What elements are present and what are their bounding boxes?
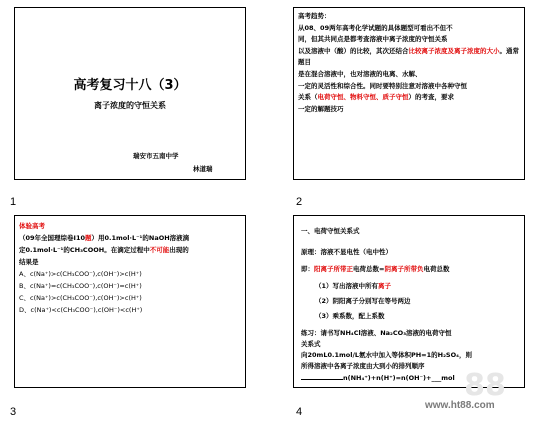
- slide-4-exercise-2: 关系式: [301, 340, 321, 348]
- slide-2-line-2: 同，但其共同点是都考查溶液中离子浓度的守恒关系: [298, 35, 448, 44]
- slide-4-exercise-3: 向20mL0.1mol/L氨水中加入等体积PH=1的H₂SO₄，则: [301, 351, 472, 359]
- slide-3-question-line-1: [19, 232, 241, 244]
- slide-3[interactable]: [14, 215, 246, 388]
- slide-number-2: 2: [296, 196, 303, 208]
- slide-3-question-line-3: 结果是: [19, 258, 39, 266]
- slide-4-text: （1）写出溶液中所有: [315, 282, 379, 290]
- slide-1-subtitle: 离子浓度的守恒关系: [94, 101, 166, 110]
- slide-1[interactable]: [14, 7, 246, 180]
- option-a: A、c(Na⁺)>c(CH₃COO⁻),c(OH⁻)>c(H⁺): [19, 270, 142, 278]
- slide-4-exercise-1: 练习：请书写NH₄Cl溶液、Na₂CO₃溶液的电荷守恒: [301, 329, 452, 337]
- slide-2-line-6: [298, 92, 520, 104]
- slide-2-text: 关系（: [298, 93, 318, 102]
- slide-4-highlight: 离子: [378, 282, 392, 290]
- slide-1-title: 高考复习十八（3）: [73, 78, 187, 93]
- slide-2-line-1: 从08、09两年高考化学试题的具体题型可看出不但不: [298, 23, 453, 32]
- slide-2[interactable]: [293, 7, 525, 180]
- slide-2-text: 以及溶液中（酸）的比较，其次还结合: [298, 46, 409, 55]
- slide-number-1: 1: [10, 196, 17, 208]
- slide-3-heading: 体验高考: [19, 222, 45, 230]
- slide-number-3: 3: [10, 406, 17, 418]
- slide-4-text: =: [379, 265, 385, 273]
- slide-4-highlight: 阴离子所带负: [384, 265, 424, 273]
- slide-2-line-5: 一定的灵活性和综合性。同时要特别注意对溶液中各种守恒: [298, 81, 467, 90]
- slide-4-principle: 原理：溶液不显电性（电中性）: [301, 248, 392, 256]
- slide-4-step-1: [301, 281, 520, 292]
- slide-4-rule: [301, 264, 520, 275]
- slide-4[interactable]: [293, 215, 525, 388]
- slide-2-line-3: [298, 46, 520, 69]
- slide-3-question-line-2: [19, 244, 241, 256]
- slide-2-line-4: 是在混合溶液中，也对溶液的电离、水解、: [298, 69, 422, 78]
- slide-number-4: 4: [296, 406, 303, 418]
- slide-3-highlight: 题: [85, 234, 92, 242]
- slide-3-text: 定0.1mol·L⁻¹的CH₃COOH。在滴定过程中: [19, 246, 150, 254]
- slide-3-highlight: 不可能: [149, 246, 170, 254]
- slide-4-step-3: （3）乘系数，配上系数: [315, 312, 385, 320]
- slide-2-line-7: 一定的解题技巧: [298, 104, 344, 113]
- option-d: D、c(Na⁺)<c(CH₃COO⁻),c(OH⁻)<c(H⁺): [19, 306, 143, 314]
- slide-2-heading: 高考趋势：: [298, 12, 331, 20]
- slide-2-body: [298, 11, 520, 115]
- slide-4-step-2: （2）阴阳离子分别写在等号两边: [315, 297, 411, 305]
- slide-3-text: 出现的: [169, 246, 189, 254]
- watermark-logo: 88: [464, 368, 506, 403]
- slide-4-text: 电荷总数: [423, 265, 450, 273]
- watermark-url: www.ht88.com: [425, 400, 495, 411]
- slide-3-text: ）用0.1mol·L⁻¹的NaOH溶液滴: [91, 234, 190, 242]
- option-b: B、c(Na⁺)=c(CH₃COO⁻),c(OH⁻)=c(H⁺): [19, 282, 142, 290]
- slide-4-heading: 一、电荷守恒关系式: [301, 227, 360, 235]
- slide-2-text: 。通常题目: [298, 46, 519, 67]
- slide-4-body: [301, 226, 520, 384]
- slide-4-text: 电荷总数: [353, 265, 379, 273]
- slide-2-highlight-2: 电荷守恒、物料守恒、质子守恒: [317, 93, 409, 102]
- slide-4-text: 即：: [301, 265, 314, 273]
- slide-4-highlight: 阳离子所带正: [314, 265, 353, 273]
- answer-blank: [301, 372, 343, 380]
- slide-2-text: ）的考查，要求: [408, 93, 454, 102]
- slide-4-exercise-4: 所得溶液中各离子浓度由大到小的排列顺序: [301, 362, 425, 370]
- slide-3-body: [19, 220, 241, 316]
- slide-1-school: 瑞安市五南中学: [133, 152, 179, 160]
- slide-3-text: （09年全国理综卷Ⅰ10: [19, 234, 86, 242]
- slide-4-text: n(NH₄⁺)+n(H⁺)=n(OH⁻)+___mol: [343, 374, 455, 382]
- option-c: C、c(Na⁺)>c(CH₃COO⁻),c(OH⁻)>c(H⁺): [19, 294, 142, 302]
- slide-1-author: 林道瑞: [193, 165, 213, 173]
- slide-2-highlight-1: 比较离子浓度及离子浓度的大小: [408, 46, 500, 55]
